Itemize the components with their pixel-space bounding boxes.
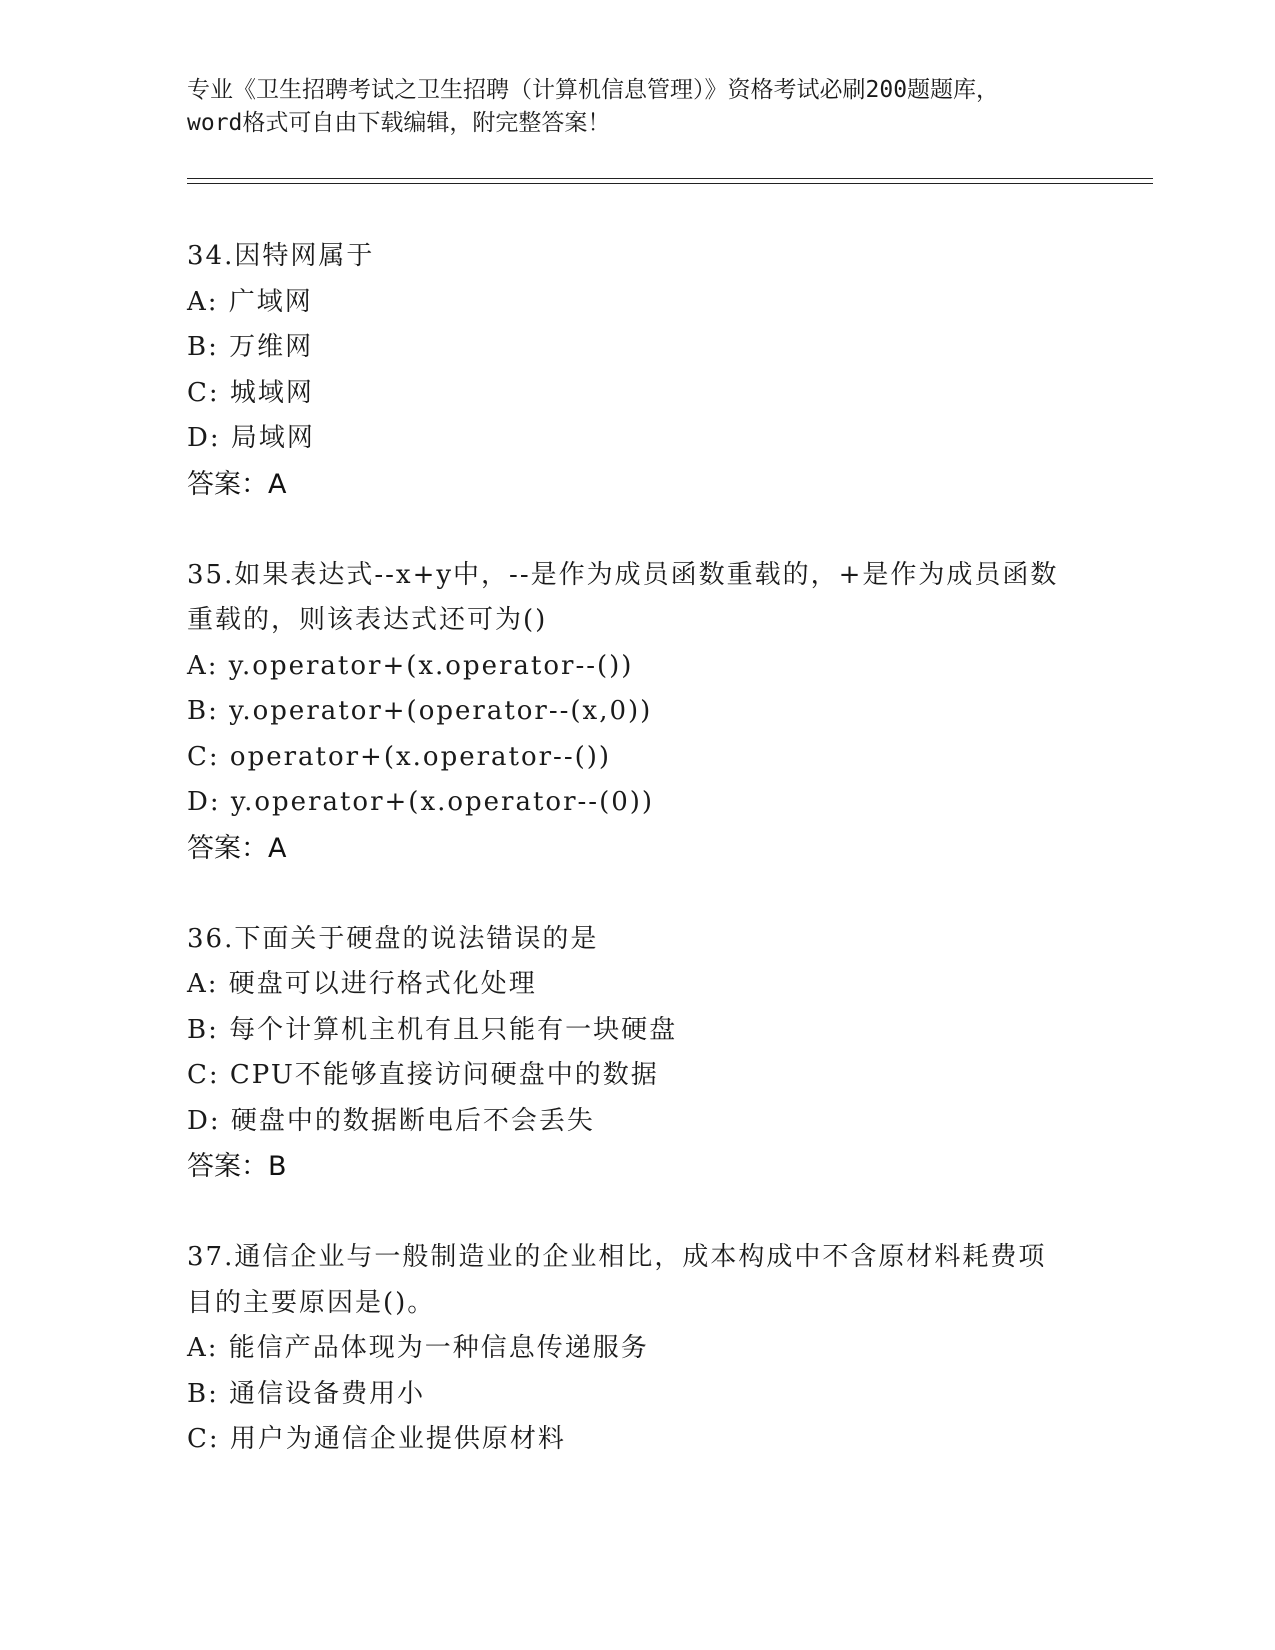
option-a: A: 能信产品体现为一种信息传递服务	[187, 1333, 649, 1363]
answer-label: 答案：A	[187, 832, 287, 864]
question-stem: 37.通信企业与一般制造业的企业相比，成本构成中不含原材料耗费项	[187, 1242, 1047, 1272]
question-34	[187, 234, 1087, 508]
option-b: B: y.operator+(operator--(x,0))	[187, 696, 653, 726]
option-a: A: y.operator+(x.operator--())	[187, 650, 634, 681]
question-37	[187, 1235, 1087, 1463]
option-a: A: 广域网	[187, 286, 313, 317]
question-stem: 36.下面关于硬盘的说法错误的是	[187, 923, 599, 954]
question-stem-continued: 目的主要原因是()。	[187, 1287, 436, 1318]
question-list	[187, 234, 1087, 1508]
document-header	[187, 74, 1107, 140]
option-a: A: 硬盘可以进行格式化处理	[187, 969, 537, 999]
option-c: C: 用户为通信企业提供原材料	[187, 1424, 566, 1454]
question-36	[187, 917, 1087, 1191]
option-b: B: 每个计算机主机有且只能有一块硬盘	[187, 1014, 678, 1045]
option-d: D: y.operator+(x.operator--(0))	[187, 787, 655, 817]
answer-label: 答案：B	[187, 1151, 287, 1182]
question-35	[187, 553, 1087, 872]
option-c: C: CPU不能够直接访问硬盘中的数据	[187, 1060, 659, 1090]
header-line-1: 专业《卫生招聘考试之卫生招聘（计算机信息管理）》资格考试必刷200题题库，	[187, 77, 1000, 103]
question-stem-continued: 重载的，则该表达式还可为()	[187, 605, 548, 635]
option-b: B: 万维网	[187, 332, 314, 362]
option-d: D: 硬盘中的数据断电后不会丢失	[187, 1105, 595, 1136]
option-c: C: operator+(x.operator--())	[187, 741, 612, 772]
header-divider-bottom	[187, 183, 1153, 184]
question-stem: 34.因特网属于	[187, 241, 375, 271]
option-c: C: 城域网	[187, 377, 314, 408]
question-stem: 35.如果表达式--x+y中，--是作为成员函数重载的，+是作为成员函数	[187, 559, 1059, 590]
header-line-2: word格式可自由下载编辑，附完整答案！	[187, 110, 611, 136]
header-divider-top	[187, 178, 1153, 179]
answer-label: 答案：A	[187, 468, 287, 500]
option-b: B: 通信设备费用小	[187, 1378, 426, 1409]
option-d: D: 局域网	[187, 423, 315, 453]
